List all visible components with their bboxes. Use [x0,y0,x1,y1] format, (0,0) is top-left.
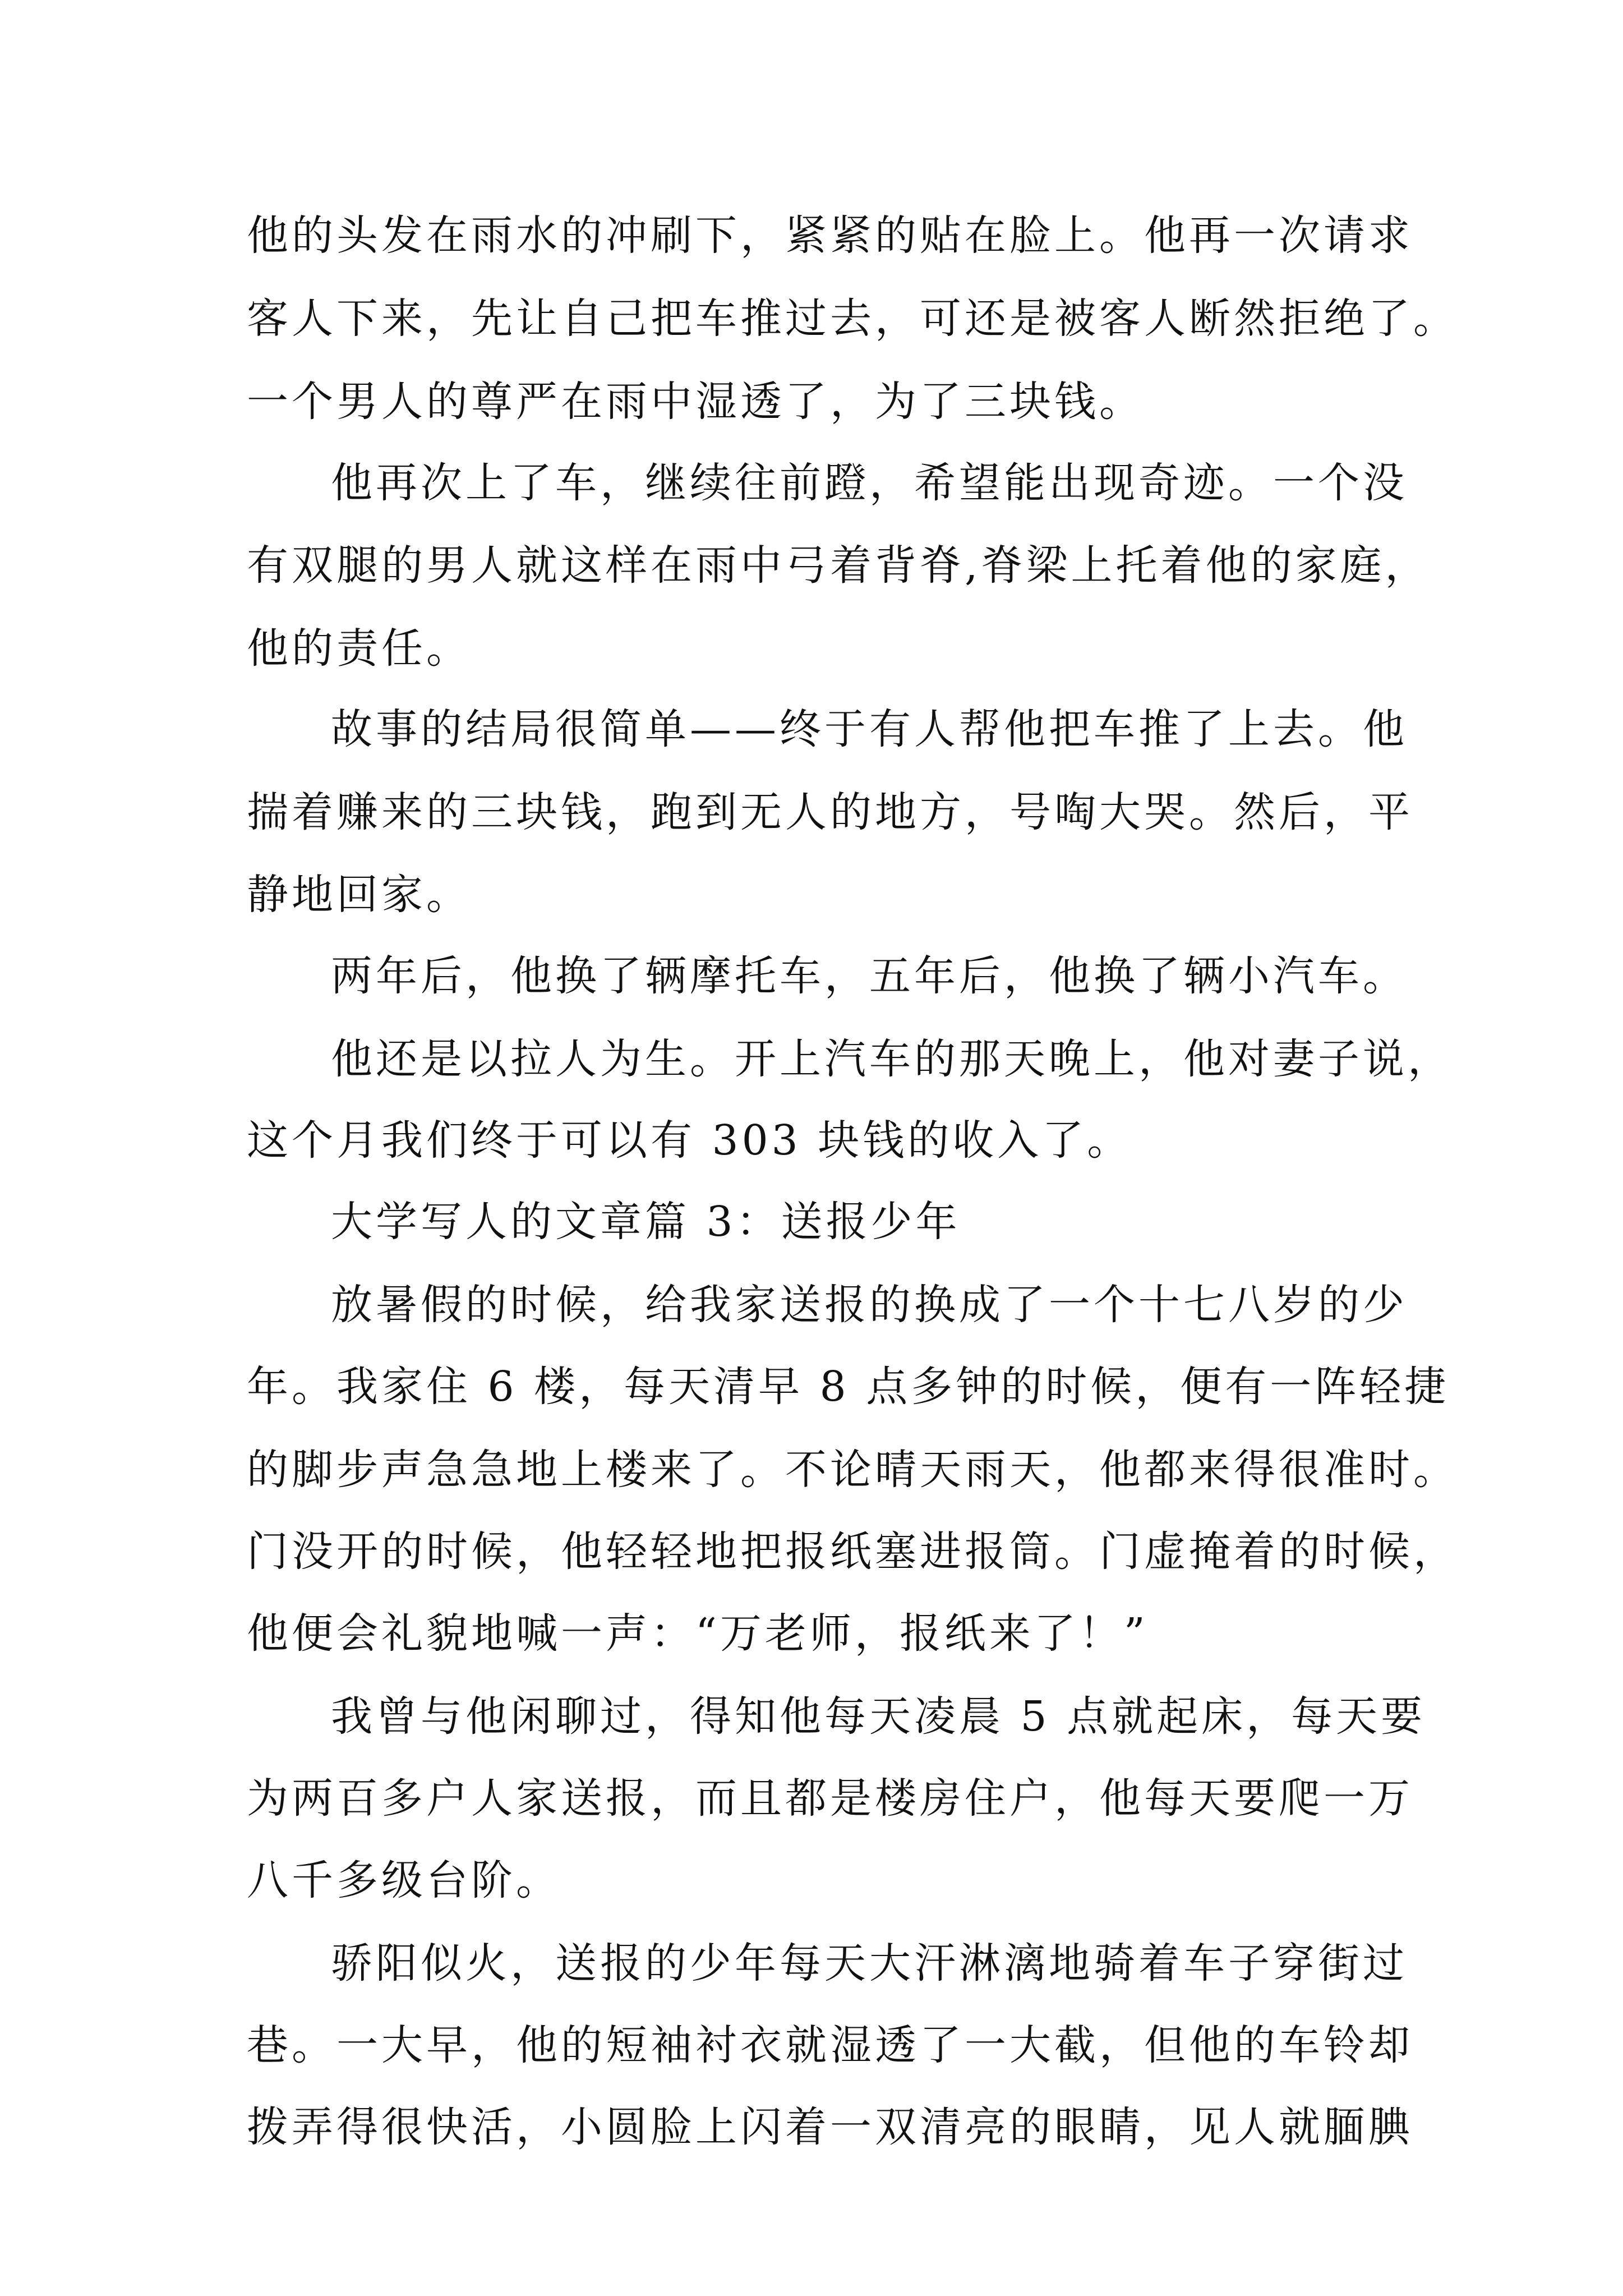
text-line: 的脚步声急急地上楼来了。不论晴天雨天，他都来得很准时。 [247,1446,1458,1494]
text-line: 门没开的时候，他轻轻地把报纸塞进报筒。门虚掩着的时候， [247,1527,1458,1576]
text-line: 我曾与他闲聊过，得知他每天凌晨 5 点就起床，每天要 [331,1692,1426,1741]
text-line: 两年后，他换了辆摩托车，五年后，他换了辆小汽车。 [331,952,1408,1000]
text-line: 八千多级台阶。 [247,1856,561,1904]
text-line: 年。我家住 6 楼，每天清早 8 点多钟的时候，便有一阵轻捷 [247,1363,1450,1411]
text-line: 他便会礼貌地喊一声：“万老师，报纸来了！” [247,1609,1149,1658]
text-line: 他的头发在雨水的冲刷下，紧紧的贴在脸上。他再一次请求 [247,211,1413,260]
text-line: 有双腿的男人就这样在雨中弓着背脊,脊梁上托着他的家庭， [247,541,1430,590]
section-heading: 大学写人的文章篇 3：送报少年 [331,1198,961,1246]
text-line: 故事的结局很简单——终于有人帮他把车推了上去。他 [331,705,1408,753]
text-line: 放暑假的时候，给我家送报的换成了一个十七八岁的少 [331,1281,1408,1329]
text-line: 他再次上了车，继续往前蹬，希望能出现奇迹。一个没 [331,459,1408,507]
text-line: 揣着赚来的三块钱，跑到无人的地方，号啕大哭。然后，平 [247,788,1413,836]
text-line: 他还是以拉人为生。开上汽车的那天晚上，他对妻子说， [331,1035,1453,1083]
text-line: 他的责任。 [247,624,471,673]
text-line: 为两百多户人家送报，而且都是楼房住户，他每天要爬一万 [247,1774,1413,1823]
text-line: 一个男人的尊严在雨中湿透了，为了三块钱。 [247,378,1144,426]
text-line: 骄阳似火，送报的少年每天大汗淋漓地骑着车子穿街过 [331,1939,1408,1987]
text-line: 客人下来，先让自己把车推过去，可还是被客人断然拒绝了。 [247,295,1458,343]
text-line: 这个月我们终于可以有 303 块钱的收入了。 [247,1116,1132,1165]
text-line: 拨弄得很快活，小圆脸上闪着一双清亮的眼睛，见人就腼腆 [247,2103,1413,2151]
text-line: 静地回家。 [247,871,471,919]
text-line: 巷。一大早，他的短袖衬衣就湿透了一大截，但他的车铃却 [247,2021,1413,2069]
